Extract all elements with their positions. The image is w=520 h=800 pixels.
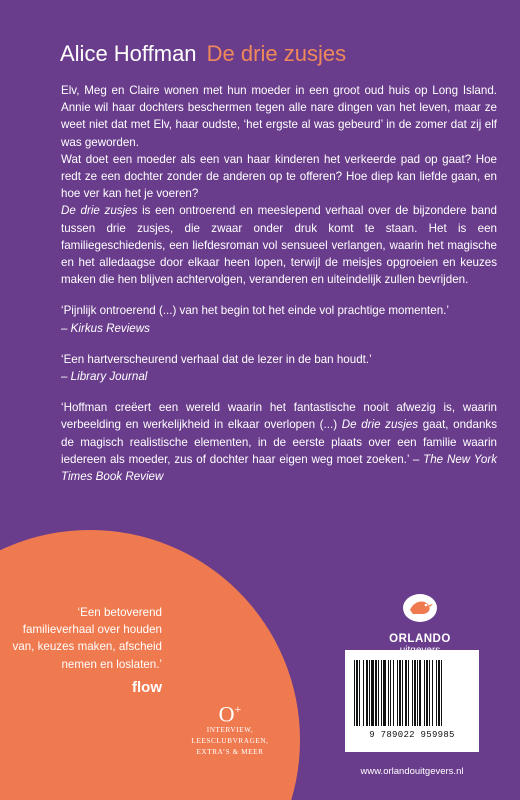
- blurb-paragraph-3: [61, 202, 497, 288]
- flow-quote: ‘Een betoverend familieverhaal over houden van, keuzes maken, afscheid nemen en loslaten.’: [12, 606, 162, 671]
- extras-plus: +: [234, 702, 242, 716]
- review-nyt-title: De drie zusjes: [341, 418, 419, 432]
- blurb-title-italic: De drie zusjes: [61, 204, 138, 218]
- publisher-logo: [380, 592, 460, 656]
- extras-o: O: [218, 701, 235, 727]
- review-library-journal: [61, 351, 497, 385]
- extras-badge: [182, 698, 278, 758]
- blurb-paragraph-3-text: is een ontroerend en meeslepend verhaal over de bijzondere band tussen drie zusjes, die zwaar onder druk komt te staan. Het is een familiegeschiedenis, een liefdesroman vol sensueel verlangen, waarin het magische en het alledaagse door elkaar heen lopen, terwijl de meisjes opgroeien en keuzes maken die hen blijven achtervolgen, veranderen en uiteindelijk zullen bevrijden.: [61, 204, 497, 287]
- extras-mark: [182, 698, 278, 725]
- blurb-paragraph-2: Wat doet een moeder als een van haar kinderen het verkeerde pad op gaat? Hoe redt ze een dochter zonder de anderen op te offeren? Hoe diep kan liefde gaan, en hoe ver kan het je voeren?: [61, 152, 497, 201]
- review-source: Kirkus Reviews: [70, 321, 150, 335]
- barcode: [345, 650, 479, 752]
- book-title: De drie zusjes: [206, 41, 347, 66]
- review-quote: ‘Pijnlijk ontroerend (...) van het begin tot het einde vol prachtige momenten.’: [61, 304, 449, 318]
- extras-line: EXTRA’S & MEER: [196, 748, 264, 757]
- blurb-text: [61, 82, 497, 485]
- review-kirkus: [61, 302, 497, 336]
- review-nyt-text-2: gaat, ondanks de magisch realistische elementen, in de eerste plaats over een familie waarin iedereen als moeder, zus of dochter haar eigen weg moet zoeken.’ –: [61, 418, 497, 466]
- flow-logo: flow: [132, 679, 162, 696]
- isbn-number: 9 789022 959985: [369, 730, 455, 740]
- review-nyt: [61, 399, 497, 485]
- review-dash: –: [61, 321, 71, 335]
- review-source: Library Journal: [70, 370, 148, 384]
- cover-header: [60, 41, 500, 67]
- publisher-website[interactable]: www.orlandouitgevers.nl: [360, 766, 464, 777]
- review-quote: ‘Een hartverscheurend verhaal dat de lezer in de ban houdt.’: [61, 352, 372, 366]
- review-nyt-text-1: ‘Hoffman creëert een wereld waarin het fantastische nooit afwezig is, waarin verbeelding en werkelijkheid in elkaar overlopen (...): [61, 401, 497, 432]
- barcode-bars: [354, 660, 470, 726]
- extras-line: INTERVIEW,: [206, 726, 254, 735]
- extras-line: LEESCLUBVRAGEN,: [191, 737, 269, 746]
- author-name: Alice Hoffman: [60, 41, 197, 66]
- bird-icon: [402, 592, 438, 622]
- barcode-bar: [441, 660, 442, 726]
- publisher-name: ORLANDO: [389, 633, 451, 645]
- review-nyt-source: The New York Times Book Review: [61, 452, 498, 484]
- review-dash: –: [61, 370, 71, 384]
- blurb-paragraph-1: Elv, Meg en Claire wonen met hun moeder in een groot oud huis op Long Island. Annie wil haar dochters beschermen tegen alle nare dingen van het leven, maar ze weet niet dat met Elv, haar oudste, ‘het ergste al was gebeurd’ in de zomer dat zij elf was geworden.: [61, 84, 497, 149]
